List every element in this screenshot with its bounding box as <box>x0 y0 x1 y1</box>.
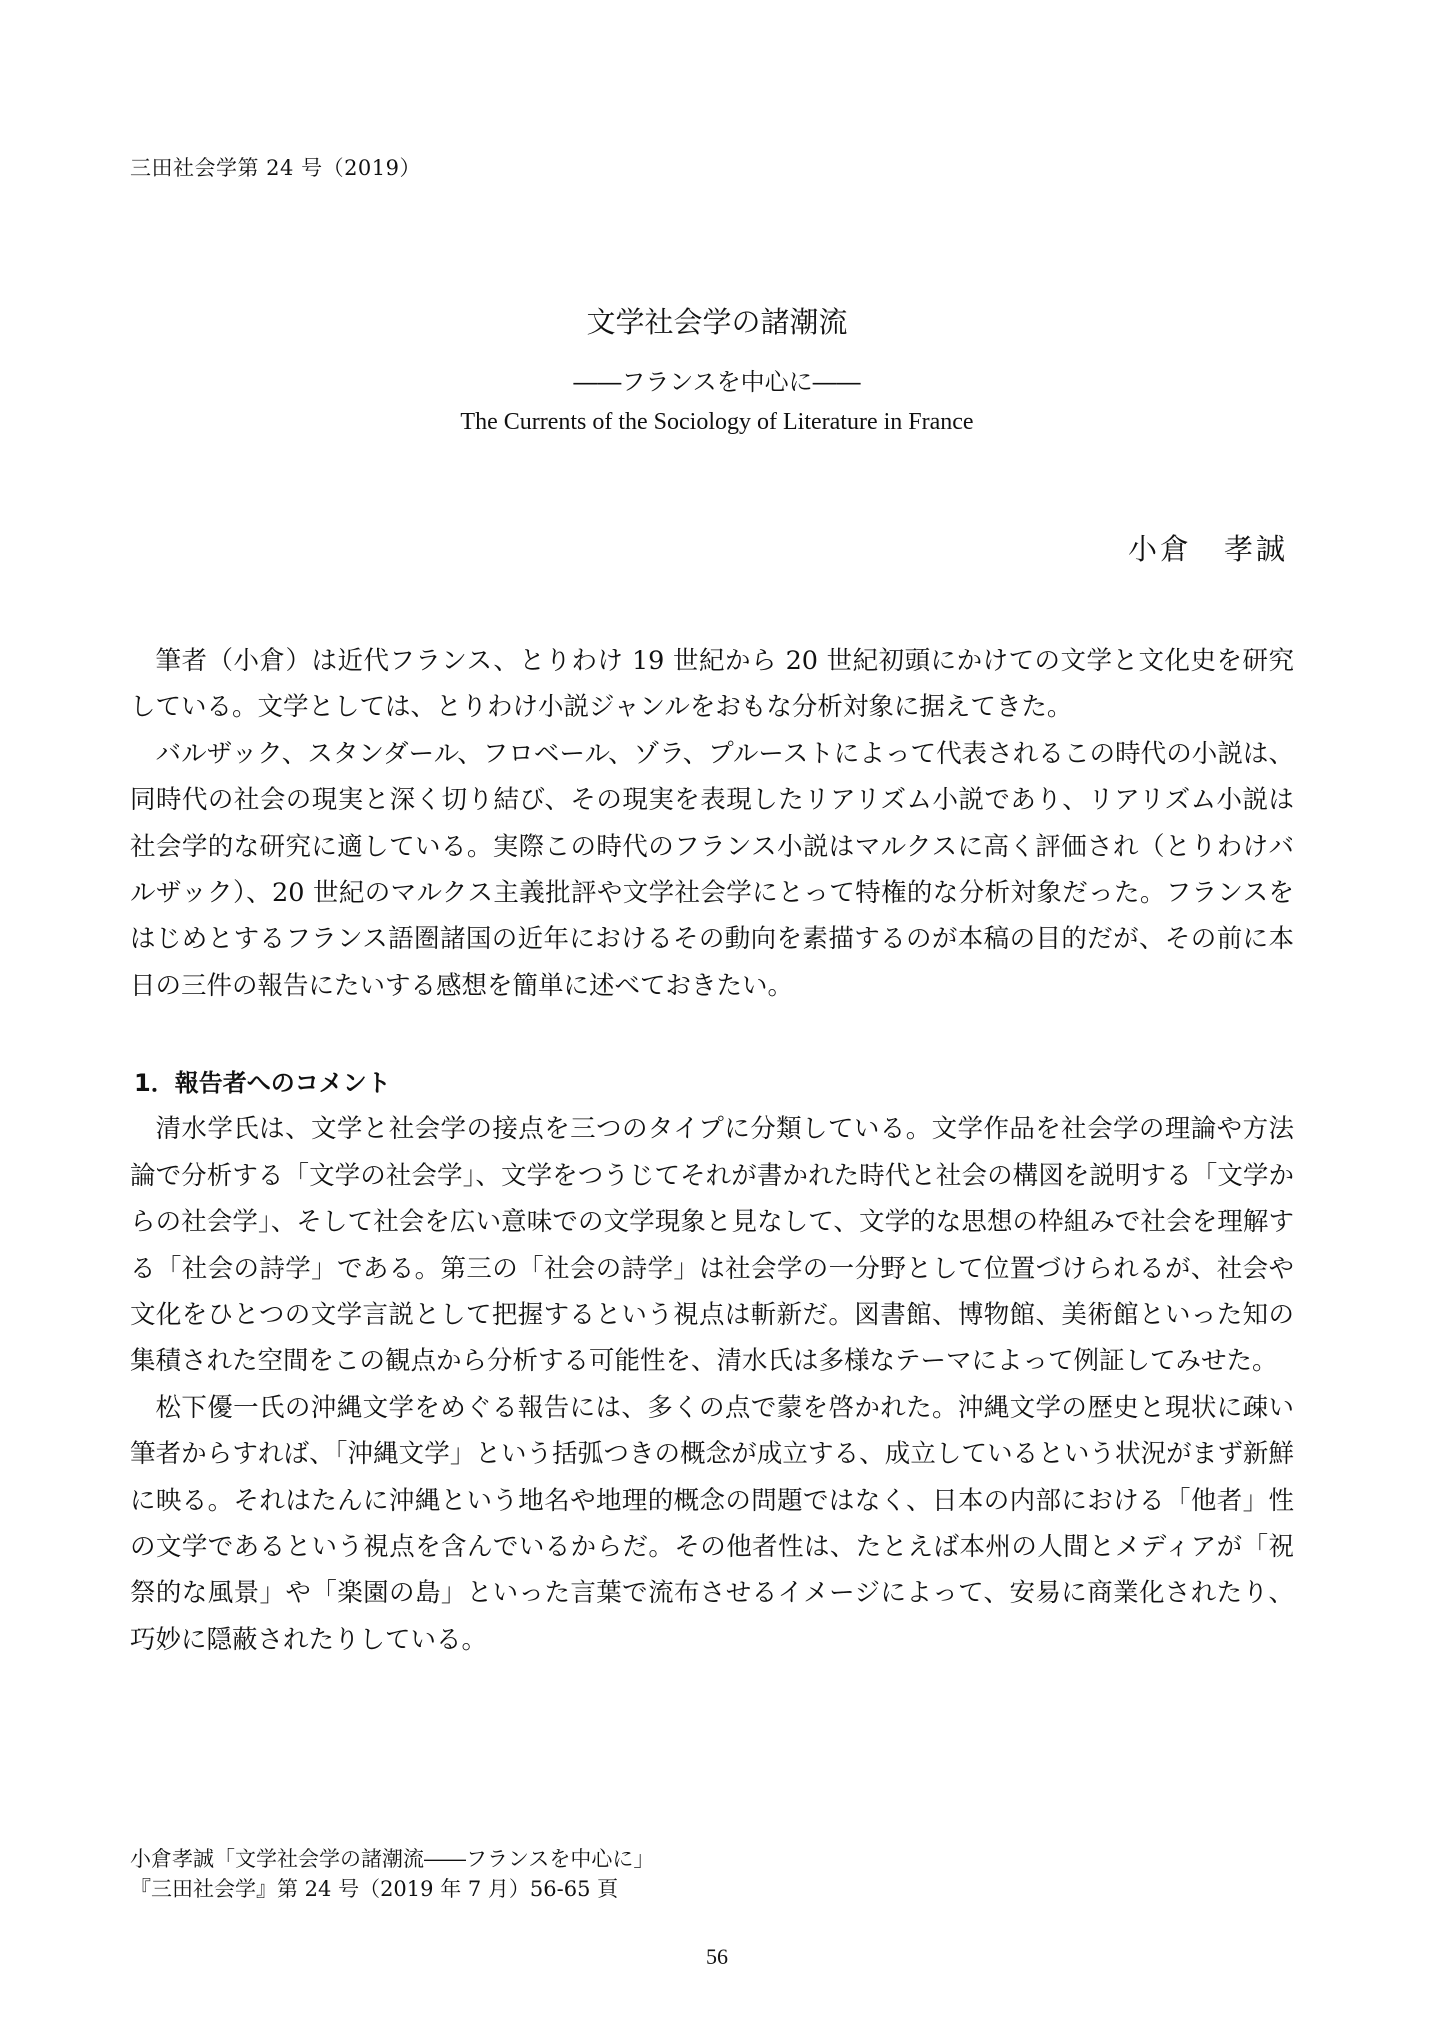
section-paragraph: 松下優一氏の沖縄文学をめぐる報告には、多くの点で蒙を啓かれた。沖縄文学の歴史と現状に疎い筆者からすれば、「沖縄文学」という括弧つきの概念が成立する、成立しているという状況がまず新鮮に映る。それはたんに沖縄という地名や地理的概念の問題ではなく、日本の内部における「他者」性の文学であるという視点を含んでいるからだ。その他者性は、たとえば本州の人間とメディアが「祝祭的な風景」や「楽園の島」といった言葉で流布させるイメージによって、安易に商業化されたり、巧妙に隠蔽されたりしている。 <box>130 1392 1294 1655</box>
section-1 <box>130 1060 1294 1663</box>
article-title-en: The Currents of the Sociology of Literature in France <box>460 409 974 435</box>
section-heading: 1．報告者へのコメント <box>134 1069 391 1097</box>
article-title-ja: 文学社会学の諸潮流 <box>586 305 848 339</box>
intro-paragraph: バルザック、スタンダール、フロベール、ゾラ、プルーストによって代表されるこの時代の小説は、同時代の社会の現実と深く切り結び、その現実を表現したリアリズム小説であり、リアリズム小説は社会学的な研究に適している。実際この時代のフランス小説はマルクスに高く評価され（とりわけバルザック）、20 世紀のマルクス主義批評や文学社会学にとって特権的な分析対象だった。フランスをはじめとするフランス語圏諸国の近年におけるその動向を素描するのが本稿の目的だが、その前に本日の三件の報告にたいする感想を簡単に述べておきたい。 <box>130 738 1294 1001</box>
intro-section <box>130 638 1294 1009</box>
section-paragraph: 清水学氏は、文学と社会学の接点を三つのタイプに分類している。文学作品を社会学の理論や方法論で分析する「文学の社会学」、文学をつうじてそれが書かれた時代と社会の構図を説明する「文学からの社会学」、そして社会を広い意味での文学現象と見なして、文学的な思想の枠組みで社会を理解する「社会の詩学」である。第三の「社会の詩学」は社会学の一分野として位置づけられるが、社会や文化をひとつの文学言説として把握するという視点は斬新だ。図書館、博物館、美術館といった知の集積された空間をこの観点から分析する可能性を、清水氏は多様なテーマによって例証してみせた。 <box>130 1114 1294 1377</box>
citation-line: 小倉孝誠「文学社会学の諸潮流――フランスを中心に」 <box>130 1847 655 1871</box>
running-head: 三田社会学第 24 号（2019） <box>130 156 422 180</box>
title-block <box>0 300 1434 440</box>
author-name: 小倉 孝誠 <box>1127 532 1288 566</box>
citation-line: 『三田社会学』第 24 号（2019 年 7 月）56-65 頁 <box>130 1877 619 1901</box>
footer-citation <box>130 1844 654 1904</box>
article-subtitle-ja: ――フランスを中心に―― <box>573 368 861 396</box>
intro-paragraph: 筆者（小倉）は近代フランス、とりわけ 19 世紀から 20 世紀初頭にかけての文学と文化史を研究している。文学としては、とりわけ小説ジャンルをおもな分析対象に据えてきた。 <box>130 646 1294 723</box>
page-number: 56 <box>706 1944 728 1969</box>
